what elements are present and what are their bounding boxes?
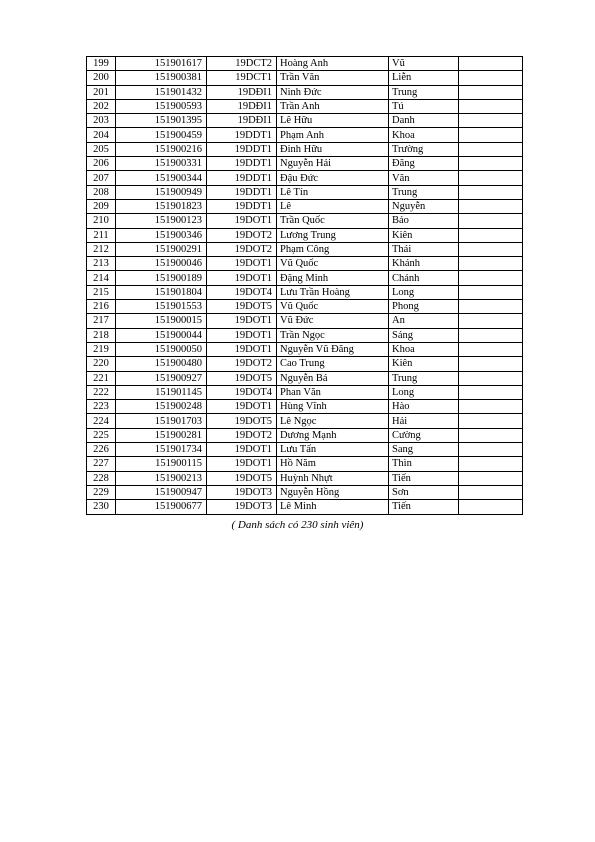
given-name-cell: Trung	[389, 371, 459, 385]
class-code-cell: 19DOT5	[207, 300, 277, 314]
surname-middle-cell: Trần Anh	[277, 99, 389, 113]
surname-middle-cell: Lê	[277, 199, 389, 213]
student-id-cell: 151901617	[116, 57, 207, 71]
given-name-cell: Chánh	[389, 271, 459, 285]
surname-middle-cell: Lưu Tấn	[277, 443, 389, 457]
note-cell	[459, 114, 523, 128]
student-id-cell: 151900213	[116, 471, 207, 485]
given-name-cell: Sơn	[389, 485, 459, 499]
student-id-cell: 151900947	[116, 485, 207, 499]
row-number-cell: 216	[87, 300, 116, 314]
given-name-cell: Nguyễn	[389, 199, 459, 213]
table-row	[87, 314, 523, 328]
surname-middle-cell: Vũ Quốc	[277, 257, 389, 271]
note-cell	[459, 142, 523, 156]
class-code-cell: 19DOT1	[207, 257, 277, 271]
table-row	[87, 285, 523, 299]
student-table	[86, 56, 523, 515]
class-code-cell: 19DOT2	[207, 242, 277, 256]
note-cell	[459, 471, 523, 485]
class-code-cell: 19DDT1	[207, 185, 277, 199]
class-code-cell: 19DDT1	[207, 171, 277, 185]
student-id-cell: 151900281	[116, 428, 207, 442]
table-row	[87, 214, 523, 228]
student-id-cell: 151900480	[116, 357, 207, 371]
table-row	[87, 142, 523, 156]
note-cell	[459, 128, 523, 142]
row-number-cell: 222	[87, 385, 116, 399]
given-name-cell: Liễn	[389, 71, 459, 85]
class-code-cell: 19DCT1	[207, 71, 277, 85]
student-id-cell: 151901145	[116, 385, 207, 399]
table-row	[87, 99, 523, 113]
student-id-cell: 151900291	[116, 242, 207, 256]
class-code-cell: 19DDT1	[207, 157, 277, 171]
row-number-cell: 219	[87, 342, 116, 356]
class-code-cell: 19DĐI1	[207, 85, 277, 99]
surname-middle-cell: Trần Quốc	[277, 214, 389, 228]
row-number-cell: 212	[87, 242, 116, 256]
table-row	[87, 414, 523, 428]
note-cell	[459, 285, 523, 299]
given-name-cell: Danh	[389, 114, 459, 128]
table-row	[87, 114, 523, 128]
table-row	[87, 457, 523, 471]
class-code-cell: 19DCT2	[207, 57, 277, 71]
class-code-cell: 19DDT1	[207, 142, 277, 156]
row-number-cell: 200	[87, 71, 116, 85]
row-number-cell: 221	[87, 371, 116, 385]
table-row	[87, 57, 523, 71]
given-name-cell: Long	[389, 385, 459, 399]
surname-middle-cell: Nguyễn Hải	[277, 157, 389, 171]
note-cell	[459, 357, 523, 371]
given-name-cell: Long	[389, 285, 459, 299]
row-number-cell: 229	[87, 485, 116, 499]
surname-middle-cell: Lê Minh	[277, 500, 389, 514]
surname-middle-cell: Hồ Năm	[277, 457, 389, 471]
surname-middle-cell: Đinh Hữu	[277, 142, 389, 156]
surname-middle-cell: Đậu Đức	[277, 171, 389, 185]
class-code-cell: 19DOT1	[207, 328, 277, 342]
surname-middle-cell: Phạm Công	[277, 242, 389, 256]
table-row	[87, 300, 523, 314]
given-name-cell: Trường	[389, 142, 459, 156]
student-id-cell: 151900949	[116, 185, 207, 199]
note-cell	[459, 342, 523, 356]
surname-middle-cell: Lương Trung	[277, 228, 389, 242]
note-cell	[459, 385, 523, 399]
given-name-cell: Trung	[389, 185, 459, 199]
student-id-cell: 151900046	[116, 257, 207, 271]
list-count-note: ( Danh sách có 230 sinh viên)	[231, 519, 364, 531]
class-code-cell: 19DOT4	[207, 385, 277, 399]
student-id-cell: 151900927	[116, 371, 207, 385]
row-number-cell: 211	[87, 228, 116, 242]
surname-middle-cell: Lưu Trần Hoàng	[277, 285, 389, 299]
row-number-cell: 217	[87, 314, 116, 328]
note-cell	[459, 271, 523, 285]
note-cell	[459, 443, 523, 457]
row-number-cell: 214	[87, 271, 116, 285]
surname-middle-cell: Ninh Đức	[277, 85, 389, 99]
row-number-cell: 215	[87, 285, 116, 299]
note-cell	[459, 242, 523, 256]
note-cell	[459, 485, 523, 499]
table-row	[87, 342, 523, 356]
row-number-cell: 213	[87, 257, 116, 271]
note-cell	[459, 199, 523, 213]
note-cell	[459, 328, 523, 342]
student-id-cell: 151900248	[116, 400, 207, 414]
class-code-cell: 19DOT1	[207, 443, 277, 457]
given-name-cell: Sáng	[389, 328, 459, 342]
given-name-cell: Sang	[389, 443, 459, 457]
class-code-cell: 19DOT5	[207, 371, 277, 385]
row-number-cell: 209	[87, 199, 116, 213]
given-name-cell: An	[389, 314, 459, 328]
row-number-cell: 208	[87, 185, 116, 199]
note-cell	[459, 257, 523, 271]
note-cell	[459, 228, 523, 242]
table-row	[87, 185, 523, 199]
given-name-cell: Cường	[389, 428, 459, 442]
given-name-cell: Vũ	[389, 57, 459, 71]
table-row	[87, 228, 523, 242]
table-row	[87, 500, 523, 514]
student-id-cell: 151900459	[116, 128, 207, 142]
surname-middle-cell: Lê Ngọc	[277, 414, 389, 428]
note-cell	[459, 157, 523, 171]
row-number-cell: 230	[87, 500, 116, 514]
table-row	[87, 171, 523, 185]
table-row	[87, 471, 523, 485]
student-id-cell: 151901432	[116, 85, 207, 99]
class-code-cell: 19DOT1	[207, 214, 277, 228]
table-row	[87, 443, 523, 457]
given-name-cell: Kiên	[389, 228, 459, 242]
table-row	[87, 371, 523, 385]
row-number-cell: 227	[87, 457, 116, 471]
note-cell	[459, 57, 523, 71]
surname-middle-cell: Huỳnh Nhựt	[277, 471, 389, 485]
table-row	[87, 271, 523, 285]
given-name-cell: Phong	[389, 300, 459, 314]
surname-middle-cell: Đặng Minh	[277, 271, 389, 285]
student-table-body	[87, 57, 523, 515]
given-name-cell: Khoa	[389, 128, 459, 142]
row-number-cell: 205	[87, 142, 116, 156]
row-number-cell: 225	[87, 428, 116, 442]
surname-middle-cell: Vũ Quốc	[277, 300, 389, 314]
student-id-cell: 151900123	[116, 214, 207, 228]
surname-middle-cell: Hoàng Anh	[277, 57, 389, 71]
given-name-cell: Khánh	[389, 257, 459, 271]
row-number-cell: 224	[87, 414, 116, 428]
given-name-cell: Tiến	[389, 500, 459, 514]
note-cell	[459, 71, 523, 85]
student-id-cell: 151901804	[116, 285, 207, 299]
row-number-cell: 203	[87, 114, 116, 128]
row-number-cell: 199	[87, 57, 116, 71]
note-cell	[459, 400, 523, 414]
student-id-cell: 151900331	[116, 157, 207, 171]
student-id-cell: 151900189	[116, 271, 207, 285]
given-name-cell: Tú	[389, 99, 459, 113]
surname-middle-cell: Trần Văn	[277, 71, 389, 85]
table-row	[87, 199, 523, 213]
surname-middle-cell: Lê Hữu	[277, 114, 389, 128]
class-code-cell: 19DOT3	[207, 485, 277, 499]
note-cell	[459, 171, 523, 185]
class-code-cell: 19DOT1	[207, 342, 277, 356]
student-id-cell: 151900216	[116, 142, 207, 156]
class-code-cell: 19DDT1	[207, 128, 277, 142]
note-cell	[459, 414, 523, 428]
row-number-cell: 228	[87, 471, 116, 485]
note-cell	[459, 99, 523, 113]
note-cell	[459, 457, 523, 471]
table-row	[87, 328, 523, 342]
given-name-cell: Trung	[389, 85, 459, 99]
row-number-cell: 202	[87, 99, 116, 113]
given-name-cell: Tiến	[389, 471, 459, 485]
row-number-cell: 220	[87, 357, 116, 371]
note-cell	[459, 314, 523, 328]
student-id-cell: 151901823	[116, 199, 207, 213]
given-name-cell: Hải	[389, 414, 459, 428]
table-row	[87, 157, 523, 171]
row-number-cell: 201	[87, 85, 116, 99]
table-row	[87, 428, 523, 442]
note-cell	[459, 300, 523, 314]
surname-middle-cell: Vũ Đức	[277, 314, 389, 328]
student-id-cell: 151901734	[116, 443, 207, 457]
class-code-cell: 19DOT1	[207, 457, 277, 471]
given-name-cell: Văn	[389, 171, 459, 185]
note-cell	[459, 185, 523, 199]
surname-middle-cell: Lê Tín	[277, 185, 389, 199]
surname-middle-cell: Dương Mạnh	[277, 428, 389, 442]
row-number-cell: 204	[87, 128, 116, 142]
class-code-cell: 19DOT5	[207, 414, 277, 428]
table-row	[87, 71, 523, 85]
class-code-cell: 19DDT1	[207, 199, 277, 213]
row-number-cell: 218	[87, 328, 116, 342]
table-row	[87, 257, 523, 271]
student-id-cell: 151900381	[116, 71, 207, 85]
given-name-cell: Khoa	[389, 342, 459, 356]
table-row	[87, 385, 523, 399]
note-cell	[459, 500, 523, 514]
table-row	[87, 85, 523, 99]
class-code-cell: 19DĐI1	[207, 99, 277, 113]
class-code-cell: 19DOT1	[207, 400, 277, 414]
note-cell	[459, 85, 523, 99]
row-number-cell: 226	[87, 443, 116, 457]
given-name-cell: Hào	[389, 400, 459, 414]
class-code-cell: 19DOT2	[207, 228, 277, 242]
class-code-cell: 19DOT4	[207, 285, 277, 299]
surname-middle-cell: Phan Văn	[277, 385, 389, 399]
student-id-cell: 151900050	[116, 342, 207, 356]
surname-middle-cell: Trần Ngọc	[277, 328, 389, 342]
row-number-cell: 206	[87, 157, 116, 171]
class-code-cell: 19DĐI1	[207, 114, 277, 128]
given-name-cell: Thìn	[389, 457, 459, 471]
student-id-cell: 151900344	[116, 171, 207, 185]
surname-middle-cell: Nguyễn Hồng	[277, 485, 389, 499]
class-code-cell: 19DOT2	[207, 357, 277, 371]
given-name-cell: Đăng	[389, 157, 459, 171]
student-id-cell: 151900015	[116, 314, 207, 328]
table-row	[87, 485, 523, 499]
surname-middle-cell: Nguyễn Bá	[277, 371, 389, 385]
student-id-cell: 151900346	[116, 228, 207, 242]
given-name-cell: Thái	[389, 242, 459, 256]
student-id-cell: 151901703	[116, 414, 207, 428]
class-code-cell: 19DOT2	[207, 428, 277, 442]
table-row	[87, 400, 523, 414]
note-cell	[459, 428, 523, 442]
surname-middle-cell: Nguyễn Vũ Đăng	[277, 342, 389, 356]
student-id-cell: 151901395	[116, 114, 207, 128]
note-cell	[459, 214, 523, 228]
student-id-cell: 151900044	[116, 328, 207, 342]
student-id-cell: 151900593	[116, 99, 207, 113]
table-row	[87, 128, 523, 142]
row-number-cell: 207	[87, 171, 116, 185]
row-number-cell: 210	[87, 214, 116, 228]
class-code-cell: 19DOT1	[207, 314, 277, 328]
surname-middle-cell: Cao Trung	[277, 357, 389, 371]
table-row	[87, 242, 523, 256]
student-id-cell: 151900115	[116, 457, 207, 471]
given-name-cell: Kiên	[389, 357, 459, 371]
table-row	[87, 357, 523, 371]
class-code-cell: 19DOT1	[207, 271, 277, 285]
note-cell	[459, 371, 523, 385]
class-code-cell: 19DOT5	[207, 471, 277, 485]
row-number-cell: 223	[87, 400, 116, 414]
student-id-cell: 151901553	[116, 300, 207, 314]
surname-middle-cell: Hùng Vĩnh	[277, 400, 389, 414]
given-name-cell: Bảo	[389, 214, 459, 228]
surname-middle-cell: Phạm Anh	[277, 128, 389, 142]
class-code-cell: 19DOT3	[207, 500, 277, 514]
student-id-cell: 151900677	[116, 500, 207, 514]
